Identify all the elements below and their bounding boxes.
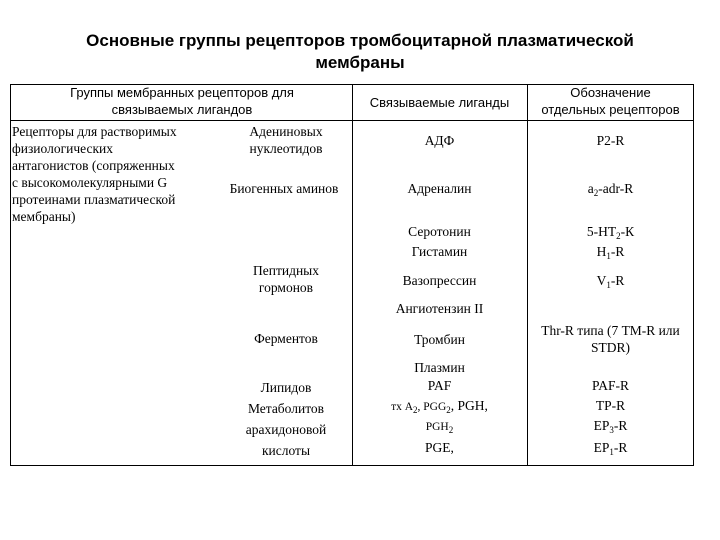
ligand-thrombin: Тромбин	[414, 332, 465, 347]
receptor-v1-base: V	[596, 273, 607, 288]
subgroup-peptide-line-2: гормонов	[258, 280, 314, 295]
header-groups	[14, 84, 350, 118]
receptor-tp-r: TP-R	[595, 398, 626, 413]
subgroup-lipids-line-1: Липидов	[260, 380, 312, 395]
receptor-ep1-sub: 1	[609, 447, 614, 457]
ligand-tx-sub: 2	[413, 405, 418, 415]
ligand-pgh-text: , PGH,	[450, 398, 488, 413]
receptor-a2-sub: 2	[593, 188, 599, 198]
ligand-pgg-text: , PGG	[417, 401, 447, 413]
group-line-3: антагонистов (сопряженных	[12, 158, 175, 173]
subgroup-lipids-line-3: арахидоновой	[245, 422, 327, 437]
subgroup-lipids-line-2: Метаболитов	[247, 401, 325, 416]
receptor-ep1-base: ЕР	[593, 440, 610, 455]
receptor-a2-adr	[527, 180, 694, 197]
ligand-pgh2	[352, 417, 527, 436]
group-line-2: физиологических	[12, 141, 113, 156]
title-line-1: Основные группы рецепторов тромбоцитарной плазматической	[86, 31, 634, 50]
receptor-thr-line-2: STDR)	[590, 340, 630, 355]
receptor-ep1-rest: -R	[613, 440, 628, 455]
title-line-2: мембраны	[315, 53, 405, 72]
header-groups-line-1: Группы мембранных рецепторов для	[70, 85, 294, 100]
receptor-5ht-sub: 2	[616, 231, 621, 241]
receptor-p2r: P2-R	[596, 133, 625, 148]
ligand-pge: PGE,	[425, 440, 454, 455]
ligand-adp: АДФ	[424, 133, 455, 148]
ligand-plasmin: Плазмин	[414, 360, 465, 375]
receptor-h1-rest: -R	[610, 244, 625, 259]
receptor-v1-sub: 1	[606, 280, 611, 290]
receptor-ep3	[527, 417, 694, 434]
ligand-pgg-sub: 2	[446, 405, 451, 415]
subgroup-lipids-line-4: кислоты	[261, 443, 311, 458]
receptor-thr	[527, 322, 694, 356]
header-designation-line-1: Обозначение	[570, 85, 651, 100]
header-divider	[10, 120, 694, 121]
subgroup-lipids	[220, 377, 352, 461]
ligand-pgh2-sub: 2	[448, 425, 454, 435]
group-line-5: протеинами плазматической	[12, 192, 176, 207]
group-line-4: с высокомолекулярными G	[12, 175, 168, 190]
receptor-h1	[527, 243, 694, 260]
receptor-a2-base: a	[587, 181, 594, 196]
receptor-v1	[527, 272, 694, 289]
ligand-angiotensin: Ангиотензин II	[395, 301, 484, 316]
subgroup-peptide-line-1: Пептидных	[252, 263, 319, 278]
receptor-ep3-base: ЕР	[593, 418, 610, 433]
receptor-5ht-rest: -К	[620, 224, 635, 239]
receptor-v1-rest: -R	[610, 273, 625, 288]
group-line-6: мембраны)	[12, 209, 76, 224]
ligand-vasopressin: Вазопрессин	[402, 273, 477, 288]
receptor-ep3-sub: 3	[609, 425, 614, 435]
receptor-a2-rest: -adr-R	[598, 181, 634, 196]
header-ligands: Связываемые лиганды	[369, 95, 510, 110]
ligand-tx-text: тх А	[391, 401, 414, 413]
receptor-5ht-base: 5-НТ	[586, 224, 617, 239]
receptor-ep3-rest: -R	[613, 418, 628, 433]
header-groups-line-2: связываемых лигандов	[111, 102, 253, 117]
receptor-group-description	[12, 123, 177, 225]
subgroup-biogenic-amines: Биогенных аминов	[229, 181, 339, 196]
ligand-adrenaline: Адреналин	[407, 181, 472, 196]
subgroup-adenine-line-1: Адениновых	[249, 124, 323, 139]
ligand-pgh2-text: PGH	[425, 421, 449, 433]
ligand-serotonin: Серотонин	[408, 224, 471, 239]
group-line-1: Рецепторы для растворимых	[12, 124, 177, 139]
page-title	[40, 30, 680, 74]
receptor-5ht2	[527, 223, 694, 240]
receptor-thr-line-1: Thr-R типа (7 ТМ-R или	[541, 323, 680, 338]
subgroup-enzymes: Ферментов	[254, 331, 318, 346]
receptor-h1-sub: 1	[606, 251, 611, 261]
receptor-paf-r: PAF-R	[591, 378, 630, 393]
receptor-ep1	[527, 439, 694, 456]
subgroup-peptide-hormones	[220, 262, 352, 296]
header-designation-line-2: отдельных рецепторов	[541, 102, 680, 117]
receptor-h1-base: Н	[596, 244, 607, 259]
subgroup-adenine-line-2: нуклеотидов	[249, 141, 323, 156]
subgroup-adenine-nucleotides	[220, 123, 352, 157]
ligand-tx-pgg-pgh	[352, 397, 527, 416]
ligand-histamine: Гистамин	[411, 244, 468, 259]
ligand-paf: PAF	[427, 378, 452, 393]
header-receptor-designation	[527, 84, 694, 118]
